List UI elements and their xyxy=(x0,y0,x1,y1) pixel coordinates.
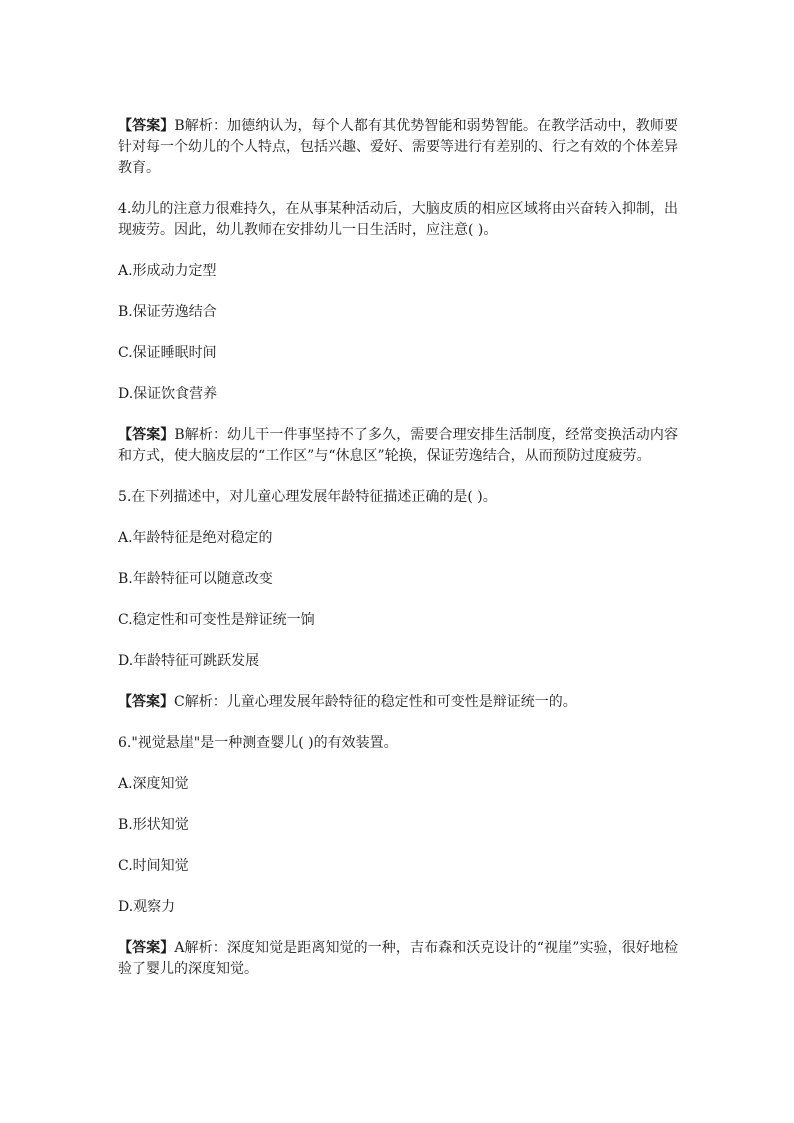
question-4-option-d: D.保证饮食营养 xyxy=(118,386,218,402)
answer-text: C解析：儿童心理发展年龄特征的稳定性和可变性是辩证统一的。 xyxy=(174,694,577,710)
question-4-option-c: C.保证睡眠时间 xyxy=(118,345,217,361)
answer-paragraph-q6 xyxy=(118,938,678,980)
answer-text: B解析：幼儿干一件事坚持不了多久，需要合理安排生活制度，经常变换活动内容和方式，使大脑皮层的“工作区”与“休息区”轮换，保证劳逸结合，从而预防过度疲劳。 xyxy=(118,427,678,464)
question-6-option-d: D.观察力 xyxy=(118,899,176,915)
question-5-option-a: A.年龄特征是绝对稳定的 xyxy=(118,530,273,546)
answer-tag: 【答案】 xyxy=(118,427,175,443)
question-4-option-a: A.形成动力定型 xyxy=(118,263,217,279)
answer-paragraph-q4 xyxy=(118,425,678,467)
answer-text: A解析：深度知觉是距离知觉的一种，吉布森和沃克设计的“视崖”实验，很好地检验了婴儿的深度知觉。 xyxy=(118,940,678,977)
question-5: 5.在下列描述中，对儿童心理发展年龄特征描述正确的是( )。 xyxy=(118,489,497,505)
question-4: 4.幼儿的注意力很难持久，在从事某种活动后，大脑皮质的相应区域将由兴奋转入抑制，出现疲劳。因此，幼儿教师在安排幼儿一日生活时，应注意( )。 xyxy=(118,201,678,238)
answer-tag: 【答案】 xyxy=(118,694,174,710)
answer-text: B解析：加德纳认为，每个人都有其优势智能和弱势智能。在教学活动中，教师要针对每一个幼儿的个人特点，包括兴趣、爱好、需要等进行有差别的、行之有效的个体差异教育。 xyxy=(118,118,678,176)
answer-tag: 【答案】 xyxy=(118,118,175,134)
question-5-option-b: B.年龄特征可以随意改变 xyxy=(118,571,273,587)
answer-tag: 【答案】 xyxy=(118,940,175,956)
question-6-option-c: C.时间知觉 xyxy=(118,858,189,874)
answer-paragraph-q3 xyxy=(118,116,678,179)
document-page xyxy=(118,116,678,980)
question-4-option-b: B.保证劳逸结合 xyxy=(118,304,217,320)
question-6-option-b: B.形状知觉 xyxy=(118,817,189,833)
question-5-option-c: C.稳定性和可变性是辩证统一饷 xyxy=(118,612,315,628)
question-6: 6."视觉悬崖"是一种测查婴儿( )的有效装置。 xyxy=(118,735,398,751)
answer-paragraph-q5 xyxy=(118,692,678,713)
question-6-option-a: A.深度知觉 xyxy=(118,776,189,792)
question-5-option-d: D.年龄特征可跳跃发展 xyxy=(118,653,260,669)
